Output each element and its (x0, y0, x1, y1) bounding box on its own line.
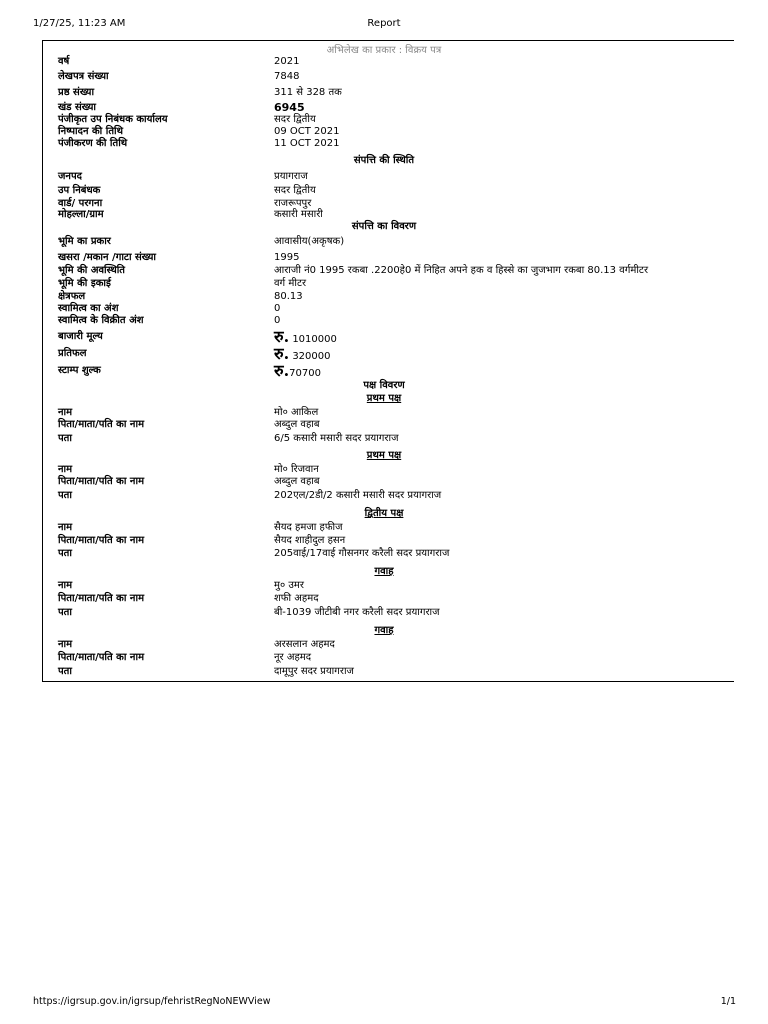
row-ownership (0, 303, 768, 315)
khasra-label: खसरा /मकान /गाटा संख्या (58, 252, 157, 263)
area-value: 80.13 (274, 291, 303, 302)
party-name-row (0, 639, 768, 651)
ownership-label: स्वामित्व का अंश (58, 303, 119, 314)
rupee-symbol: रु. (274, 361, 290, 380)
row-year (0, 56, 768, 68)
deed-no-value: 7848 (274, 71, 300, 82)
party-parent-row (0, 419, 768, 431)
print-datetime: 1/27/25, 11:23 AM (33, 18, 126, 29)
land-type-value: आवासीय(अकृषक) (274, 236, 345, 247)
office-label: पंजीकृत उप निबंधक कार्यालय (58, 114, 168, 125)
unit-value: वर्ग मीटर (274, 278, 307, 289)
district-label: जनपद (58, 171, 82, 182)
party-address: बी-1039 जीटीबी नगर करैली सदर प्रयागराज (274, 607, 440, 618)
party-heading: गवाह (374, 625, 394, 636)
rupee-symbol: रु. (274, 344, 290, 363)
party-address: 202एल/2डी/2 कसारी मसारी सदर प्रयागराज (274, 490, 442, 501)
parent-label: पिता/माता/पति का नाम (58, 419, 145, 430)
row-position (0, 265, 768, 277)
stamp-duty-value (274, 361, 321, 380)
consideration-amount: 320000 (289, 351, 331, 362)
row-khasra (0, 252, 768, 264)
document-type-line: अभिलेख का प्रकार : विक्रय पत्र (326, 45, 442, 56)
name-label: नाम (58, 580, 73, 591)
party-name: मु० उमर (274, 580, 304, 591)
ward-label: वार्ड/ परगना (58, 198, 103, 209)
volume-label: खंड संख्या (58, 102, 97, 113)
market-value-label: बाजारी मूल्य (58, 331, 103, 342)
sold-share-value: 0 (274, 315, 281, 326)
stamp-duty-label: स्टाम्प शुल्क (58, 365, 101, 376)
parent-label: पिता/माता/पति का नाम (58, 593, 145, 604)
party-name: सैयद हमजा हफीज (274, 522, 343, 533)
party-address: दामूपुर सदर प्रयागराज (274, 666, 354, 677)
parties-heading: पक्ष विवरण (363, 380, 405, 391)
party-heading: द्वितीय पक्ष (364, 508, 404, 519)
address-label: पता (58, 490, 72, 501)
parent-label: पिता/माता/पति का नाम (58, 535, 145, 546)
party-parent: अब्दुल वहाब (274, 419, 320, 430)
stamp-duty-amount: 70700 (289, 368, 321, 379)
market-value-amount: 1010000 (289, 334, 337, 345)
party-parent-row (0, 535, 768, 547)
name-label: नाम (58, 522, 73, 533)
district-value: प्रयागराज (274, 171, 308, 182)
reg-date-label: पंजीकरण की तिथि (58, 138, 128, 149)
parent-label: पिता/माता/पति का नाम (58, 476, 145, 487)
row-village (0, 209, 768, 221)
row-stamp-duty (0, 361, 768, 380)
consideration-label: प्रतिफल (58, 348, 87, 359)
land-type-label: भूमि का प्रकार (58, 236, 111, 247)
row-district (0, 171, 768, 183)
position-label: भूमि की अवस्थिति (58, 265, 125, 276)
deed-no-label: लेखपत्र संख्या (58, 71, 109, 82)
row-page-no (0, 87, 768, 99)
row-area (0, 291, 768, 303)
party-heading: प्रथम पक्ष (366, 393, 402, 404)
party-address-row (0, 548, 768, 560)
print-title: Report (367, 18, 401, 29)
party-parent: शफी अहमद (274, 593, 319, 604)
party-address-row (0, 666, 768, 678)
office-value: सदर द्वितीय (274, 114, 316, 125)
row-unit (0, 278, 768, 290)
party-parent: अब्दुल वहाब (274, 476, 320, 487)
address-label: पता (58, 607, 72, 618)
position-value: आराजी नं0 1995 रकबा .2200हे0 में निहित अपने हक व हिस्से का जुजभाग रकबा 80.13 वर्गमीटर (274, 265, 649, 276)
sub-registrar-value: सदर द्वितीय (274, 185, 316, 196)
village-label: मोहल्ला/ग्राम (58, 209, 104, 220)
page-no-label: प्रष्ठ संख्या (58, 87, 95, 98)
address-label: पता (58, 548, 72, 559)
row-sub-registrar (0, 185, 768, 197)
page-number: 1/1 (720, 996, 736, 1007)
party-name: मो० आकिल (274, 407, 319, 418)
ward-value: राजरूपपुर (274, 198, 312, 209)
address-label: पता (58, 666, 72, 677)
rupee-symbol: रु. (274, 327, 290, 346)
area-label: क्षेत्रफल (58, 291, 86, 302)
party-parent-row (0, 652, 768, 664)
sub-registrar-label: उप निबंधक (58, 185, 101, 196)
party-heading: प्रथम पक्ष (366, 450, 402, 461)
name-label: नाम (58, 639, 73, 650)
party-parent-row (0, 593, 768, 605)
row-deed-no (0, 71, 768, 83)
party-parent: सैयद शाहीदुल हसन (274, 535, 346, 546)
page-url: https://igrsup.gov.in/igrsup/fehristRegNoNEWView (33, 996, 271, 1007)
party-address: 205वाई/17वाई गौसनगर करैली सदर प्रयागराज (274, 548, 450, 559)
party-name-row (0, 464, 768, 476)
year-value: 2021 (274, 56, 300, 67)
row-consideration (0, 344, 768, 363)
party-name: अरसलान अहमद (274, 639, 335, 650)
party-parent: नूर अहमद (274, 652, 312, 663)
parent-label: पिता/माता/पति का नाम (58, 652, 145, 663)
sold-share-label: स्वामित्व के विक्रीत अंश (58, 315, 144, 326)
unit-label: भूमि की इकाई (58, 278, 111, 289)
row-sold-share (0, 315, 768, 327)
page-no-value: 311 से 328 तक (274, 87, 342, 98)
row-market-value (0, 327, 768, 346)
party-address-row (0, 490, 768, 502)
location-heading: संपत्ति की स्थिति (353, 155, 415, 166)
address-label: पता (58, 433, 72, 444)
row-reg-date (0, 138, 768, 150)
name-label: नाम (58, 407, 73, 418)
party-name-row (0, 407, 768, 419)
volume-value: 6945 (274, 101, 305, 114)
village-value: कसारी मसारी (274, 209, 323, 220)
party-parent-row (0, 476, 768, 488)
party-address-row (0, 607, 768, 619)
khasra-value: 1995 (274, 252, 300, 263)
row-volume (0, 102, 768, 114)
property-heading: संपत्ति का विवरण (351, 221, 417, 232)
row-land-type (0, 236, 768, 248)
party-name: मो० रिजवान (274, 464, 319, 475)
party-address-row (0, 433, 768, 445)
party-name-row (0, 580, 768, 592)
exec-date-label: निष्पादन की तिथि (58, 126, 123, 137)
year-label: वर्ष (58, 56, 70, 67)
party-heading: गवाह (374, 566, 394, 577)
party-name-row (0, 522, 768, 534)
row-office (0, 114, 768, 126)
ownership-value: 0 (274, 303, 281, 314)
name-label: नाम (58, 464, 73, 475)
reg-date-value: 11 OCT 2021 (274, 138, 340, 149)
party-address: 6/5 कसारी मसारी सदर प्रयागराज (274, 433, 399, 444)
row-exec-date (0, 126, 768, 138)
exec-date-value: 09 OCT 2021 (274, 126, 340, 137)
